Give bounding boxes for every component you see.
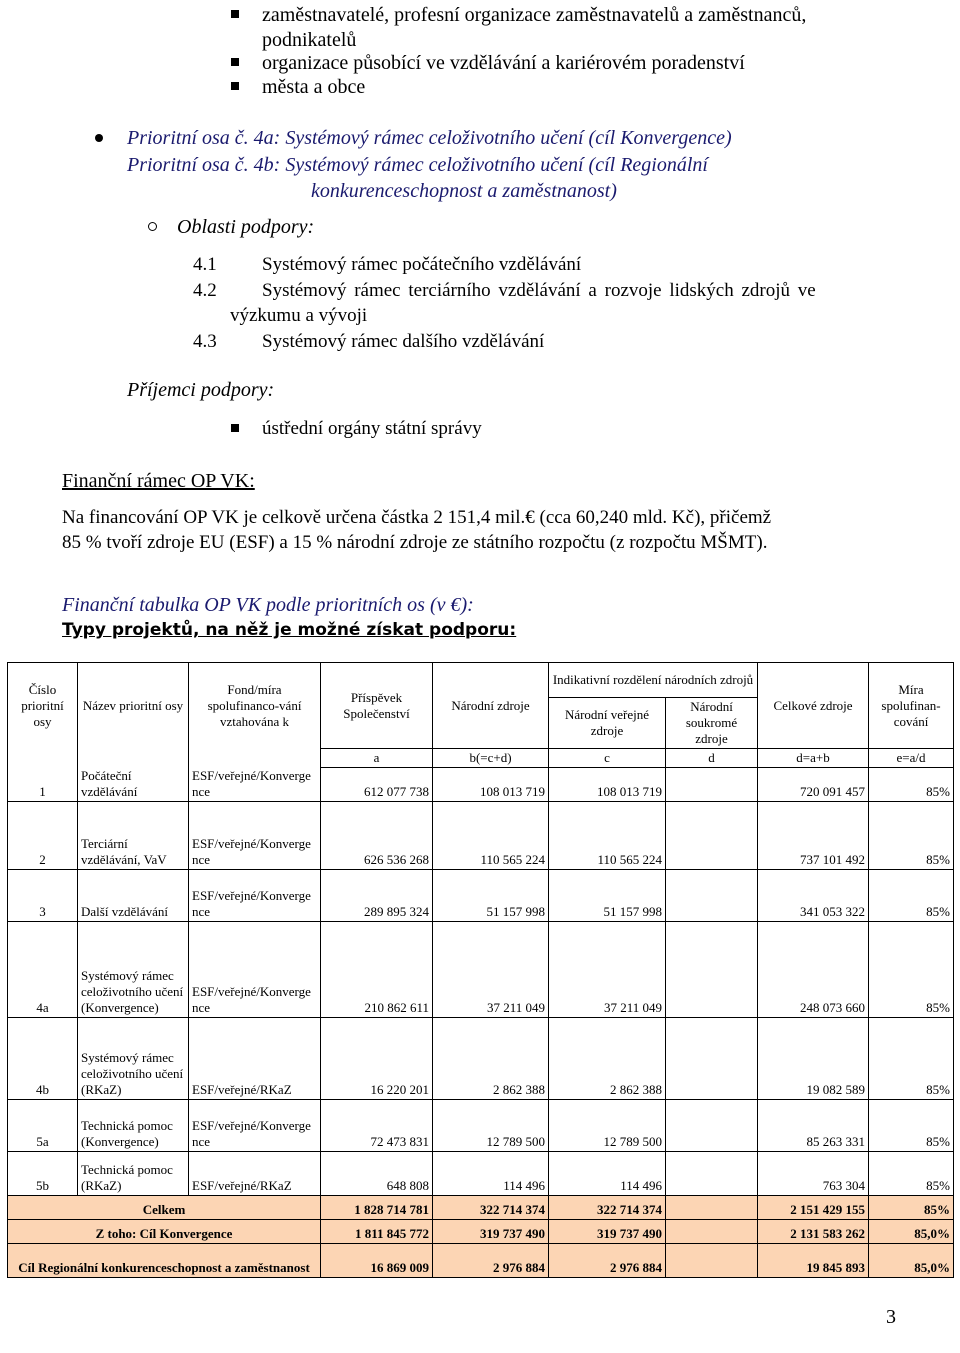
table-cell-public: 108 013 719 [549, 768, 666, 802]
table-total-row [8, 1220, 954, 1244]
table-cell-national: 37 211 049 [433, 922, 549, 1018]
table-cell-name: Počáteční vzdělávání [78, 749, 189, 802]
table-cell-num: 4b [8, 1018, 78, 1100]
table-cell-private [666, 802, 758, 870]
header-axis-name: Název prioritní osy [78, 663, 189, 749]
table-cell-num: 5b [8, 1152, 78, 1196]
table-cell-num: 1 [8, 749, 78, 802]
table-cell-national: 319 737 490 [433, 1220, 549, 1244]
table-cell-total: 19 082 589 [758, 1018, 869, 1100]
area-text-continuation: výzkumu a vývoji [230, 305, 368, 326]
bullet-dot-icon [95, 134, 103, 142]
total-label: Cíl Regionální konkurenceschopnost a zaměstnanost [8, 1244, 321, 1278]
page-number: 3 [886, 1306, 896, 1328]
table-row [8, 1152, 954, 1196]
table-cell-contribution: 72 473 831 [321, 1100, 433, 1152]
table-cell-public: 2 862 388 [549, 1018, 666, 1100]
header-total: Celkové zdroje [758, 663, 869, 749]
bullet-ring-icon [148, 222, 157, 231]
table-cell-contribution: 16 869 009 [321, 1244, 433, 1278]
bullet-square-icon [231, 424, 239, 432]
table-cell-fund: ESF/veřejné/Konvergence [189, 749, 321, 802]
table-cell-fund: ESF/veřejné/Konvergence [189, 1100, 321, 1152]
table-cell-public: 37 211 049 [549, 922, 666, 1018]
table-cell-total: 2 131 583 262 [758, 1220, 869, 1244]
table-cell-rate: 85% [869, 1100, 954, 1152]
table-cell-name: Technická pomoc (Konvergence) [78, 1100, 189, 1152]
formula-cell: e=a/d [869, 749, 954, 768]
table-row [8, 1018, 954, 1100]
table-cell-num: 4a [8, 922, 78, 1018]
header-contribution: Příspěvek Společenství [321, 663, 433, 749]
table-cell-rate: 85,0% [869, 1244, 954, 1278]
table-cell-fund: ESF/veřejné/Konvergence [189, 870, 321, 922]
table-cell-national: 322 714 374 [433, 1196, 549, 1220]
table-cell-private [666, 870, 758, 922]
table-cell-public: 319 737 490 [549, 1220, 666, 1244]
table-cell-national: 12 789 500 [433, 1100, 549, 1152]
table-cell-private [666, 922, 758, 1018]
list-item: města a obce [262, 76, 366, 98]
table-cell-national: 110 565 224 [433, 802, 549, 870]
formula-row [8, 749, 954, 768]
table-cell-contribution: 648 808 [321, 1152, 433, 1196]
table-row [8, 1100, 954, 1152]
list-item-continuation: podnikatelů [262, 29, 357, 51]
total-label: Celkem [8, 1196, 321, 1220]
table-cell-rate: 85% [869, 870, 954, 922]
table-cell-rate: 85% [869, 1152, 954, 1196]
table-cell-fund: ESF/veřejné/Konvergence [189, 802, 321, 870]
finance-paragraph: Na financování OP VK je celkově určena částka 2 151,4 mil.€ (cca 60,240 mld. Kč), přičemž [62, 507, 772, 528]
recipients-label: Příjemci podpory: [127, 379, 275, 401]
finance-heading: Finanční rámec OP VK: [62, 470, 255, 492]
table-cell-public: 110 565 224 [549, 802, 666, 870]
header-public: Národní veřejné zdroje [549, 698, 666, 749]
header-rate: Míra spolufinan-cování [869, 663, 954, 749]
table-cell-num: 5a [8, 1100, 78, 1152]
recipient-item: ústřední orgány státní správy [262, 418, 482, 439]
area-text: Systémový rámec dalšího vzdělávání [262, 331, 545, 352]
table-cell-public: 322 714 374 [549, 1196, 666, 1220]
table-cell-contribution: 16 220 201 [321, 1018, 433, 1100]
list-item: zaměstnavatelé, profesní organizace zaměstnavatelů a zaměstnanců, [262, 4, 807, 26]
table-cell-private [666, 1220, 758, 1244]
priority-axis-4a: Prioritní osa č. 4a: Systémový rámec celoživotního učení (cíl Konvergence) [127, 127, 732, 149]
table-cell-rate: 85% [869, 768, 954, 802]
areas-label: Oblasti podpory: [177, 216, 315, 238]
table-cell-rate: 85% [869, 1196, 954, 1220]
table-cell-national: 51 157 998 [433, 870, 549, 922]
bullet-square-icon [231, 58, 239, 66]
area-text: Systémový rámec počátečního vzdělávání [262, 254, 582, 275]
table-cell-rate: 85% [869, 802, 954, 870]
table-cell-private [666, 1152, 758, 1196]
table-cell-contribution: 1 811 845 772 [321, 1220, 433, 1244]
area-number: 4.3 [193, 331, 217, 352]
table-cell-contribution: 210 862 611 [321, 922, 433, 1018]
financial-table [7, 662, 954, 1278]
formula-cell: b(=c+d) [433, 749, 549, 768]
table-cell-contribution: 289 895 324 [321, 870, 433, 922]
area-number: 4.2 [193, 280, 217, 301]
table-cell-public: 2 976 884 [549, 1244, 666, 1278]
table-cell-total: 19 845 893 [758, 1244, 869, 1278]
table-cell-contribution: 626 536 268 [321, 802, 433, 870]
table-cell-national: 2 862 388 [433, 1018, 549, 1100]
list-item: organizace působící ve vzdělávání a kariérovém poradenství [262, 52, 745, 74]
table-cell-national: 108 013 719 [433, 768, 549, 802]
project-types-heading: Typy projektů, na něž je možné získat podporu: [62, 620, 517, 640]
header-fund: Fond/míra spolufinanco-vání vztahována k [189, 663, 321, 749]
table-cell-private [666, 768, 758, 802]
table-cell-public: 114 496 [549, 1152, 666, 1196]
table-row [8, 870, 954, 922]
formula-cell: a [321, 749, 433, 768]
table-cell-total: 720 091 457 [758, 768, 869, 802]
formula-cell: c [549, 749, 666, 768]
bullet-square-icon [231, 10, 239, 18]
table-cell-name: Systémový rámec celoživotního učení (Konvergence) [78, 922, 189, 1018]
table-cell-contribution: 612 077 738 [321, 768, 433, 802]
table-cell-private [666, 1244, 758, 1278]
table-cell-name: Další vzdělávání [78, 870, 189, 922]
table-cell-rate: 85,0% [869, 1220, 954, 1244]
table-cell-contribution: 1 828 714 781 [321, 1196, 433, 1220]
table-cell-national: 114 496 [433, 1152, 549, 1196]
finance-paragraph: 85 % tvoří zdroje EU (ESF) a 15 % národní zdroje ze státního rozpočtu (z rozpočtu MŠMT). [62, 532, 768, 553]
priority-axis-4b-continuation: konkurenceschopnost a zaměstnanost) [311, 180, 617, 202]
table-title: Finanční tabulka OP VK podle prioritních os (v €): [62, 594, 474, 616]
table-cell-rate: 85% [869, 1018, 954, 1100]
table-cell-national: 2 976 884 [433, 1244, 549, 1278]
table-cell-rate: 85% [869, 922, 954, 1018]
table-cell-private [666, 1196, 758, 1220]
table-cell-fund: ESF/veřejné/Konvergence [189, 922, 321, 1018]
table-total-row [8, 1196, 954, 1220]
table-cell-num: 2 [8, 802, 78, 870]
header-axis-number: Číslo prioritní osy [8, 663, 78, 749]
total-label: Z toho: Cíl Konvergence [8, 1220, 321, 1244]
table-row [8, 802, 954, 870]
table-cell-private [666, 1018, 758, 1100]
formula-cell: d=a+b [758, 749, 869, 768]
table-cell-total: 737 101 492 [758, 802, 869, 870]
header-private: Národní soukromé zdroje [666, 698, 758, 749]
priority-axis-4b: Prioritní osa č. 4b: Systémový rámec celoživotního učení (cíl Regionální [127, 154, 708, 176]
table-cell-private [666, 1100, 758, 1152]
table-row [8, 922, 954, 1018]
table-header-row [8, 663, 954, 698]
area-number: 4.1 [193, 254, 217, 275]
table-cell-total: 2 151 429 155 [758, 1196, 869, 1220]
table-cell-total: 763 304 [758, 1152, 869, 1196]
table-cell-num: 3 [8, 870, 78, 922]
table-cell-name: Terciární vzdělávání, VaV [78, 802, 189, 870]
table-cell-name: Systémový rámec celoživotního učení (RKaZ) [78, 1018, 189, 1100]
table-cell-fund: ESF/veřejné/RKaZ [189, 1152, 321, 1196]
table-total-row [8, 1244, 954, 1278]
area-text: Systémový rámec terciárního vzdělávání a rozvoje lidských zdrojů ve [262, 280, 816, 301]
header-national: Národní zdroje [433, 663, 549, 749]
table-cell-public: 51 157 998 [549, 870, 666, 922]
table-cell-total: 248 073 660 [758, 922, 869, 1018]
table-cell-total: 85 263 331 [758, 1100, 869, 1152]
formula-cell: d [666, 749, 758, 768]
bullet-square-icon [231, 82, 239, 90]
table-cell-public: 12 789 500 [549, 1100, 666, 1152]
header-indicative: Indikativní rozdělení národních zdrojů [549, 663, 758, 698]
table-cell-fund: ESF/veřejné/RKaZ [189, 1018, 321, 1100]
table-cell-name: Technická pomoc (RKaZ) [78, 1152, 189, 1196]
table-cell-total: 341 053 322 [758, 870, 869, 922]
